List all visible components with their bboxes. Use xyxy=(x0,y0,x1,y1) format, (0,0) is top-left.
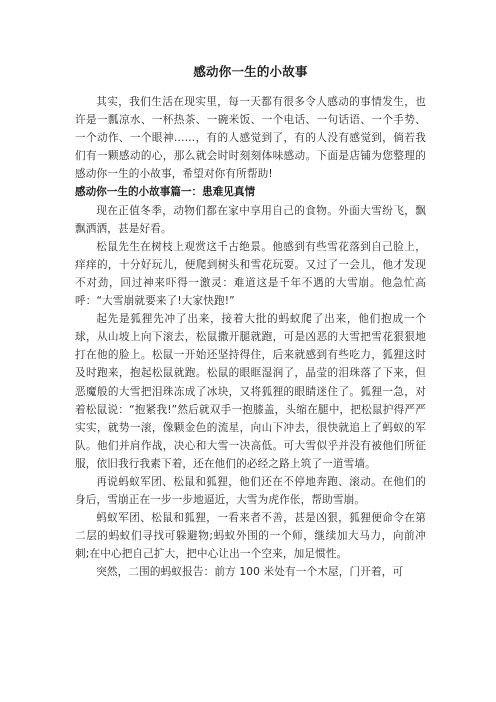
document-title: 感动你一生的小故事 xyxy=(193,64,308,79)
story-paragraph: 突然，二围的蚂蚁报告：前方 100 米处有一个木屋，门开着，可 xyxy=(96,566,404,579)
section-heading: 感动你一生的小故事篇一：患难见真情 xyxy=(75,186,256,199)
intro-paragraph: 其实，我们生活在现实里，每一天都有很多令人感动的事情发生，也许是一瓢凉水、一杯热茶、一碗米饭、一个电话、一句话语、一个手势、一个动作、一个眼神……，有的人感觉到了，有的人没有感觉到，倘若我们有一颗感动的心，那么就会时时刻刻体味感动。下面是店铺为您整理的感动你一生的小故事，希望对你有所帮助! xyxy=(75,96,426,181)
story-paragraph: 蚂蚁军团、松鼠和狐狸，一看来者不善，甚是凶狠，狐狸便命令在第二层的蚂蚁们寻找可躲避物;蚂蚁外围的一个师，继续加大马力，向前冲刺;在中心把自己扩大，把中心让出一个空来，加足惯性。 xyxy=(75,512,426,561)
story-paragraph: 松鼠先生在树枝上观赏这千古绝景。他感到有些雪花落到自己脸上，痒痒的，十分好玩儿，便爬到树头和雪花玩耍。又过了一会儿，他才发现不对劲，回过神来吓得一激灵：难道这是千年不遇的大雪崩。他急忙高呼：“大雪崩就要来了!大家快跑!” xyxy=(75,240,426,308)
story-paragraph: 现在正值冬季，动物们都在家中享用自己的食物。外面大雪纷飞，飘飘洒洒，甚是好看。 xyxy=(75,204,426,235)
story-paragraph: 再说蚂蚁军团、松鼠和狐狸，他们还在不停地奔跑、滚动。在他们的身后，雪崩正在一步一步地逼近，大雪为虎作伥，帮助雪崩。 xyxy=(75,475,426,507)
story-paragraph: 起先是狐狸先冲了出来，接着大批的蚂蚁爬了出来，他们抱成一个球，从山坡上向下滚去，松鼠撒开腿就跑，可是凶恶的大雪把雪花狠狠地打在他的脸上。松鼠一开始还坚持得住，后来就感到有些吃力，狐狸这时及时跑来，抱起松鼠就跑。松鼠的眼眶湿润了，晶莹的泪珠落了下来，但恶魔般的大雪把泪珠冻成了冰块，又将狐狸的眼睛迷住了。狐狸一急，对着松鼠说：“抱紧我!”然后就双手一抱膝盖，头缩在腿中，把松鼠护得严严实实，就势一滚，像颗金色的流星，向山下冲去，很快就追上了蚂蚁的军队。他们并肩作战，决心和大雪一决高低。可大雪似乎并没有被他们所征服，依旧我行我素下着，还在他们的必经之路上筑了一道雪墙。 xyxy=(75,313,426,470)
